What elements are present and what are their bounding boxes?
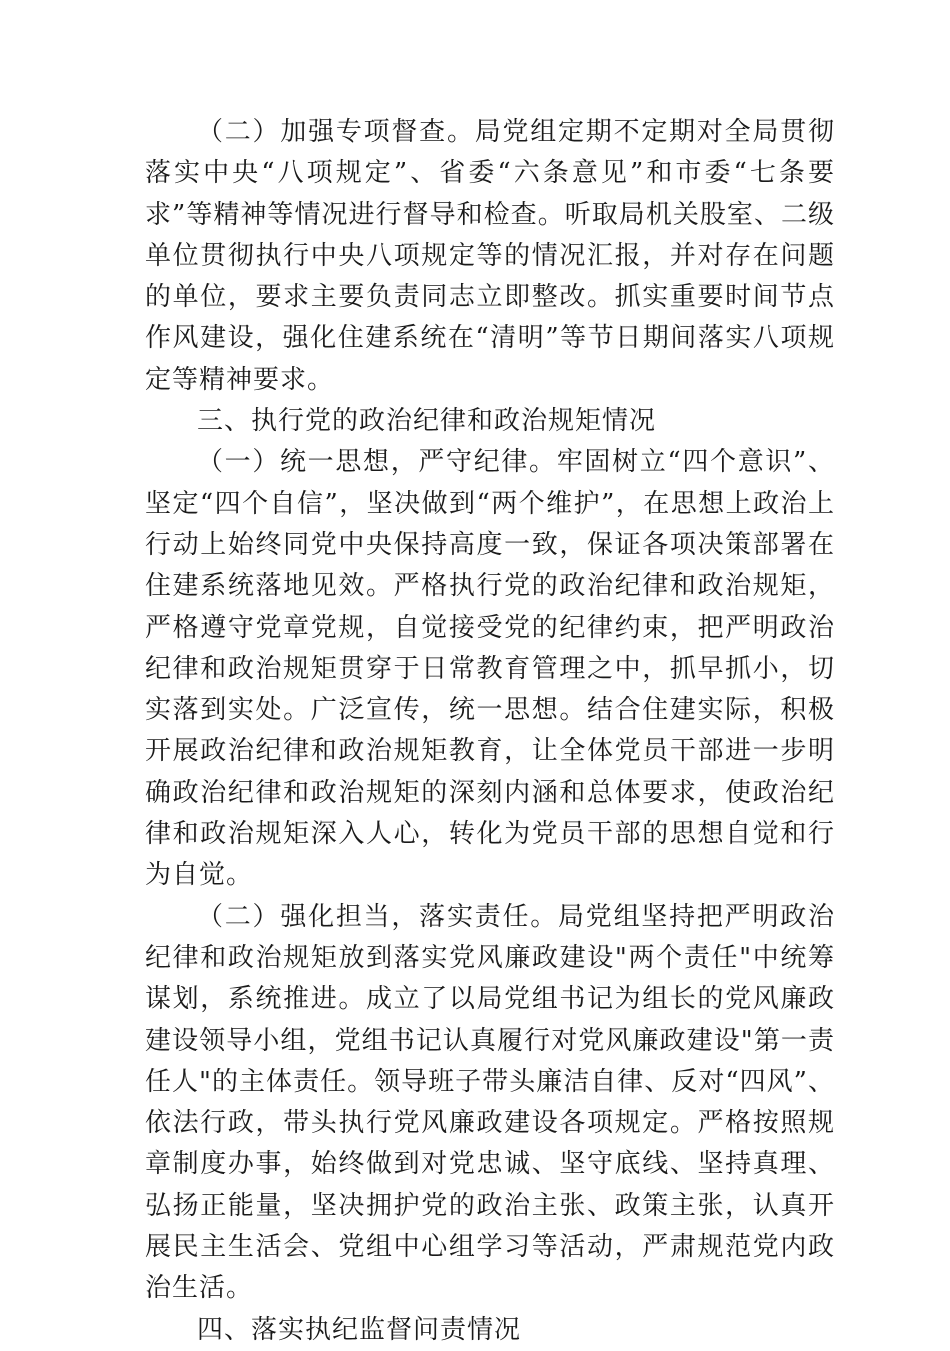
document-body bbox=[145, 112, 835, 1351]
paragraph-unify-thinking: （一）统一思想，严守纪律。牢固树立“四个意识”、坚定“四个自信”，坚决做到“两个维护”，在思想上政治上行动上始终同党中央保持高度一致，保证各项决策部署在住建系统落地见效。严格执行党的政治纪律和政治规矩，严格遵守党章党规，自觉接受党的纪律约束，把严明政治纪律和政治规矩贯穿于日常教育管理之中，抓早抓小，切实落到实处。广泛宣传，统一思想。结合住建实际，积极开展政治纪律和政治规矩教育，让全体党员干部进一步明确政治纪律和政治规矩的深刻内涵和总体要求，使政治纪律和政治规矩深入人心，转化为党员干部的思想自觉和行为自觉。 bbox=[145, 447, 835, 891]
section-heading-4: 四、落实执纪监督问责情况 bbox=[197, 1314, 522, 1345]
paragraph-special-supervision: （二）加强专项督查。局党组定期不定期对全局贯彻落实中央“八项规定”、省委“六条意见”和市委“七条要求”等精神等情况进行督导和检查。听取局机关股室、二级单位贯彻执行中央八项规定等的情况汇报，并对存在问题的单位，要求主要负责同志立即整改。抓实重要时间节点作风建设，强化住建系统在“清明”等节日期间落实八项规定等精神要求。 bbox=[145, 117, 835, 395]
section-heading-3: 三、执行党的政治纪律和政治规矩情况 bbox=[197, 406, 657, 437]
paragraph-strengthen-responsibility: （二）强化担当，落实责任。局党组坚持把严明政治纪律和政治规矩放到落实党风廉政建设"两个责任"中统筹谋划，系统推进。成立了以局党组书记为组长的党风廉政建设领导小组，党组书记认真履行对党风廉政建设"第一责任人"的主体责任。领导班子带头廉洁自律、反对“四风”、依法行政，带头执行党风廉政建设各项规定。严格按照规章制度办事，始终做到对党忠诚、坚守底线、坚持真理、弘扬正能量，坚决拥护党的政治主张、政策主张，认真开展民主生活会、党组中心组学习等活动，严肃规范党内政治生活。 bbox=[145, 901, 835, 1304]
